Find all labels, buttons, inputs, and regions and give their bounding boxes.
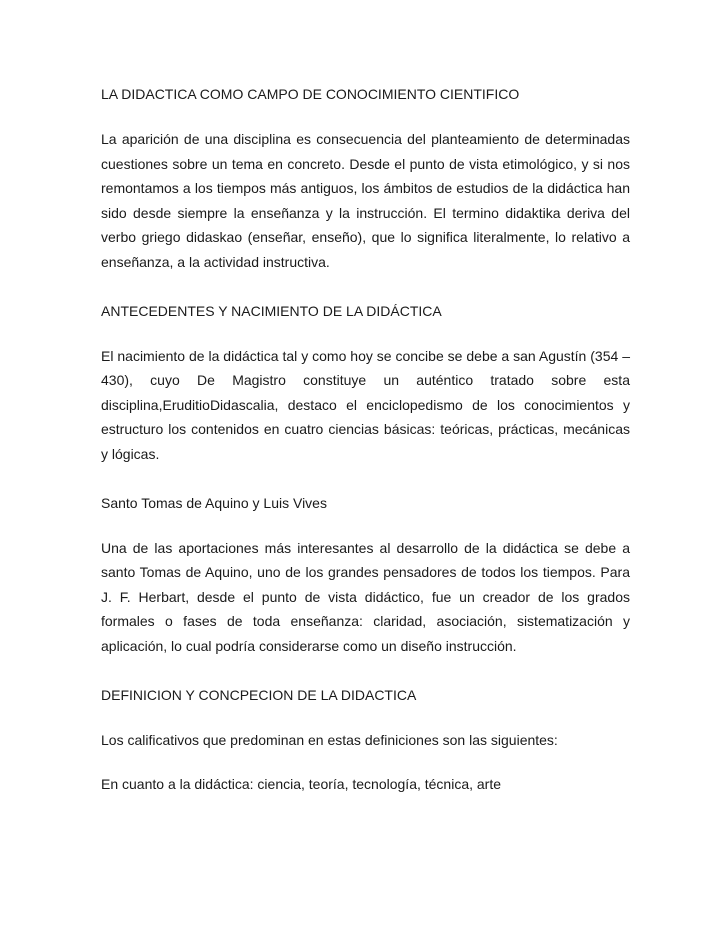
paragraph-calificativos: Los calificativos que predominan en estas definiciones son las siguientes: <box>101 731 558 748</box>
paragraph-en-cuanto-didactica: En cuanto a la didáctica: ciencia, teoría, tecnología, técnica, arte <box>101 776 502 793</box>
paragraph-santo-tomas: Una de las aportaciones más interesantes al desarrollo de la didáctica se debe a santo Tomas de Aquino, uno de los grandes pensadores de todos los tiempos. Para J. F. Herbart, desde el punto de vista didáctico, fue un creador de los grados formales o fases de toda enseñanza: claridad, asociación, sistematización y aplicación, lo cual podría considerarse como un diseño instrucción. <box>101 539 630 654</box>
section-heading-didactica-campo: LA DIDACTICA COMO CAMPO DE CONOCIMIENTO CIENTIFICO <box>101 86 520 102</box>
section-heading-santo-tomas: Santo Tomas de Aquino y Luis Vives <box>101 494 327 511</box>
paragraph-didactica-campo: La aparición de una disciplina es consecuencia del planteamiento de determinadas cuestiones sobre un tema en concreto. Desde el punto de vista etimológico, y si nos remontamos a los tiempos más antiguos, los ámbitos de estudios de la didáctica han sido desde siempre la enseñanza y la instrucción. El termino didaktika deriva del verbo griego didaskao (enseñar, enseño), que lo significa literalmente, lo relativo a enseñanza, a la actividad instructiva. <box>101 131 630 270</box>
section-heading-definicion: DEFINICION Y CONCPECION DE LA DIDACTICA <box>101 686 417 703</box>
paragraph-antecedentes: El nacimiento de la didáctica tal y como hoy se concibe se debe a san Agustín (354 – 430), cuyo De Magistro constituye un auténtico tratado sobre esta disciplina,EruditioDidascalia, destaco el enciclopedismo de los conocimientos y estructuro los contenidos en cuatro ciencias básicas: teóricas, prácticas, mecánicas y lógicas. <box>101 347 630 462</box>
document-page <box>101 82 630 797</box>
section-heading-antecedentes: ANTECEDENTES Y NACIMIENTO DE LA DIDÁCTICA <box>101 302 442 319</box>
